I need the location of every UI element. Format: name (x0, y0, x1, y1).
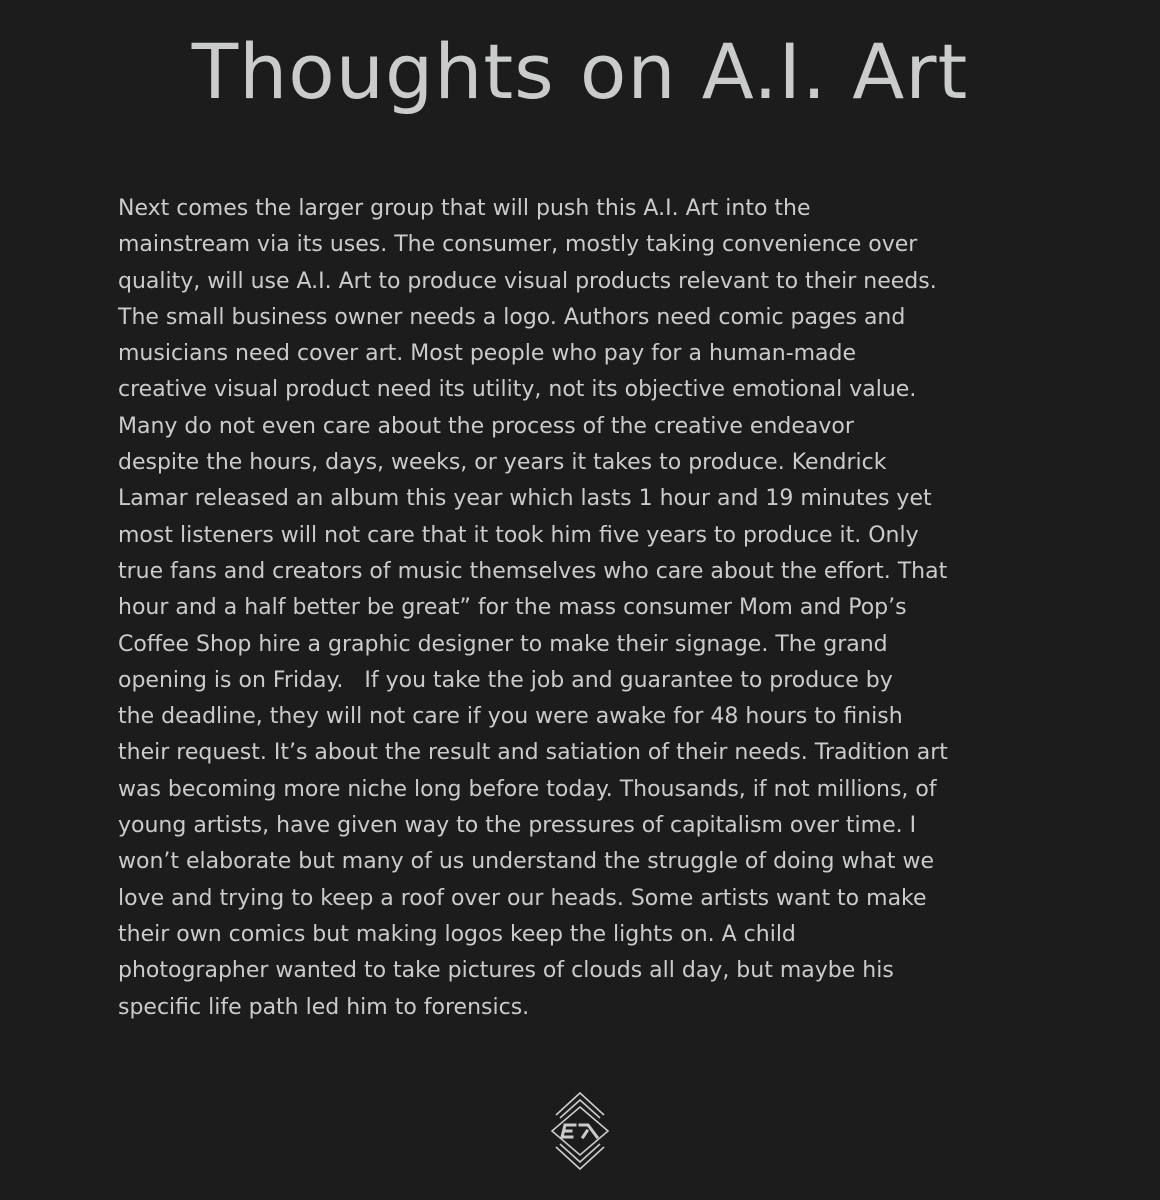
page-title: Thoughts on A.I. Art (191, 27, 969, 116)
paragraph-line: won’t elaborate but many of us understand the struggle of doing what we (118, 849, 935, 875)
paragraph-line: true fans and creators of music themselves who care about the effort. That (118, 558, 948, 584)
paragraph-line: most listeners will not care that it took him five years to produce it. Only (118, 522, 919, 548)
paragraph-line: Many do not even care about the process of the creative endeavor (118, 413, 854, 439)
paragraph-line: despite the hours, days, weeks, or years it takes to produce. Kendrick (118, 450, 887, 476)
paragraph-line: quality, will use A.I. Art to produce visual products relevant to their needs. (118, 268, 937, 294)
paragraph-line: opening is on Friday. If you take the job and guarantee to produce by (118, 667, 893, 693)
paragraph-line: The small business owner needs a logo. Authors need comic pages and (118, 304, 906, 330)
paragraph-line: the deadline, they will not care if you were awake for 48 hours to finish (118, 704, 903, 730)
paragraph-line: creative visual product need its utility, not its objective emotional value. (118, 377, 917, 403)
paragraph-line: Coffee Shop hire a graphic designer to make their signage. The grand (118, 631, 888, 657)
paragraph-line: hour and a half better be great” for the mass consumer Mom and Pop’s (118, 595, 907, 621)
paragraph-line: young artists, have given way to the pressures of capitalism over time. I (118, 813, 917, 839)
paragraph-line: their own comics but making logos keep the lights on. A child (118, 921, 796, 947)
paragraph-line: specific life path led him to forensics. (118, 994, 530, 1020)
paragraph-line: Lamar released an album this year which lasts 1 hour and 19 minutes yet (118, 486, 932, 512)
paragraph-line: photographer wanted to take pictures of clouds all day, but maybe his (118, 958, 894, 984)
paragraph-line: musicians need cover art. Most people who pay for a human-made (118, 341, 857, 367)
body-paragraph (118, 191, 1058, 1026)
paragraph-line: mainstream via its uses. The consumer, mostly taking convenience over (118, 232, 918, 258)
paragraph-line: love and trying to keep a roof over our heads. Some artists want to make (118, 885, 927, 911)
paragraph-line: was becoming more niche long before today. Thousands, if not millions, of (118, 776, 937, 802)
paragraph-line: their request. It’s about the result and satiation of their needs. Tradition art (118, 740, 948, 766)
paragraph-line: Next comes the larger group that will push this A.I. Art into the (118, 196, 811, 221)
geometric-diamond-logo-icon (547, 1090, 613, 1172)
